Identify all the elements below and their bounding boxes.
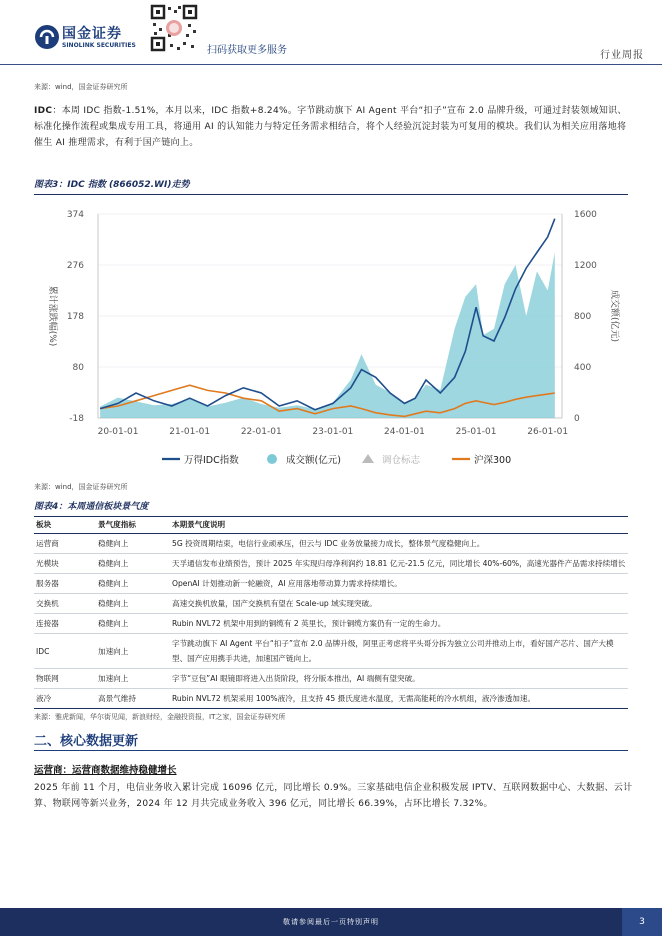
table-row xyxy=(34,614,628,634)
y2-tick-label: 0 xyxy=(574,414,580,424)
y2-tick-label: 1200 xyxy=(574,261,597,271)
idc-paragraph xyxy=(34,103,634,151)
x-tick-label: 21-01-01 xyxy=(169,427,211,437)
page-header xyxy=(0,0,662,66)
table-row xyxy=(34,689,628,709)
table-row xyxy=(34,534,628,554)
sector-cell: 连接器 xyxy=(34,614,96,634)
desc-cell: Rubin NVL72 机架中用到的铜缆有 2 英里长，预计铜缆方案仍有一定的生命力。 xyxy=(170,614,628,634)
table-row xyxy=(34,669,628,689)
level-cell: 稳健向上 xyxy=(96,554,170,574)
y-tick-label: -18 xyxy=(69,414,84,424)
level-cell: 稳健向上 xyxy=(96,594,170,614)
level-cell: 加速向上 xyxy=(96,634,170,669)
operator-paragraph: 2025 年前 11 个月，电信业务收入累计完成 16096 亿元，同比增长 0.9%。三家基础电信企业积极发展 IPTV、互联网数据中心、大数据、云计算、物联网等新兴业务，2024 年 12 月共完成业务收入 396 亿元，同比增长 66.39%，占环比增长 7.32%。 xyxy=(34,783,633,809)
x-tick-label: 20-01-01 xyxy=(97,427,139,437)
company-logo[interactable] xyxy=(34,22,134,56)
sector-sentiment-table xyxy=(34,516,628,709)
table-row xyxy=(34,634,628,669)
sector-cell: 光模块 xyxy=(34,554,96,574)
x-tick-label: 24-01-01 xyxy=(384,427,425,437)
desc-cell: OpenAI 计划推动新一轮融资，AI 应用落地带动算力需求持续增长。 xyxy=(170,574,628,594)
sector-cell: 液冷 xyxy=(34,689,96,709)
sector-cell: 服务器 xyxy=(34,574,96,594)
y2-tick-label: 800 xyxy=(574,312,592,322)
y-axis-label: 累计涨跌幅(%) xyxy=(47,285,57,347)
desc-cell: 字节跳动旗下 AI Agent 平台“扣子”宣布 2.0 品牌升级，阿里正考虑将平头哥分拆为独立公司并推动上市，看好国产芯片、国产大模型、国产应用携手共进，加速国产链向上。 xyxy=(170,634,628,669)
table-row xyxy=(34,554,628,574)
footer-disclaimer[interactable]: 敬请参阅最后一页特别声明 xyxy=(283,918,379,926)
level-cell: 稳健向上 xyxy=(98,539,129,548)
y2-tick-label: 1600 xyxy=(574,210,597,220)
legend-rebalance-swatch xyxy=(362,454,374,463)
sector-cell: 交换机 xyxy=(34,594,96,614)
page-footer xyxy=(0,908,662,936)
y2-axis-label: 成交额(亿元) xyxy=(609,289,619,343)
level-cell: 稳健向上 xyxy=(96,614,170,634)
turnover-area xyxy=(100,252,555,418)
page-number: 3 xyxy=(622,908,662,936)
operator-subtitle: 运营商：运营商数据维持稳健增长 xyxy=(34,765,177,776)
figure3-title: 图表3：IDC 指数 (866052.WI)走势 xyxy=(34,177,628,195)
legend-turnover-label: 成交额(亿元) xyxy=(286,455,341,466)
report-type-label: 行业周报 xyxy=(600,50,644,61)
level-cell: 高景气维持 xyxy=(96,689,170,709)
desc-cell: 高速交换机放量，国产交换机有望在 Scale-up 域实现突破。 xyxy=(170,594,628,614)
qr-caption: 扫码获取更多服务 xyxy=(207,45,287,56)
figure4-title: 图表4：本周通信板块景气度 xyxy=(34,499,628,517)
legend-idc-label: 万得IDC指数 xyxy=(184,455,239,466)
x-tick-label: 23-01-01 xyxy=(312,427,354,437)
desc-cell: 字节“豆包”AI 眼镜即将进入出货阶段，将分版本推出，AI 端侧有望突破。 xyxy=(170,669,628,689)
idc-paragraph-text: ：本周 IDC 指数-1.51%，本月以来，IDC 指数+8.24%。字节跳动旗下 AI Agent 平台“扣子”宣布 2.0 品牌升级，可通过封装领域知识、标准化操作流程或集成专用工具，将通用 AI 的认知能力与特定任务需求相结合，将个人经验沉淀封装为可复用的模块。我们认为相关应用落地将催生 AI 推理需求，有利于国产链向上。 xyxy=(34,106,627,148)
logo-chinese-name: 国金证券 xyxy=(62,26,122,42)
table-header-level: 景气度指标 xyxy=(96,516,170,534)
source-note-table: 来源：雅虎新闻，华尔街见闻，新浪财经，金融投资报，IT之家，国金证券研究所 xyxy=(34,713,286,721)
desc-cell: 5G 投资周期结束，电信行业顽承压，但云与 IDC 业务放量接力成长，整体景气度稳健向上。 xyxy=(172,539,485,548)
table-header-desc: 本期景气度说明 xyxy=(170,516,628,534)
idc-index-chart xyxy=(34,200,628,476)
logo-english-name: SINOLINK SECURITIES xyxy=(62,42,136,49)
x-tick-label: 25-01-01 xyxy=(455,427,497,437)
level-cell: 稳健向上 xyxy=(96,574,170,594)
x-tick-label: 22-01-01 xyxy=(240,427,282,437)
source-note-top: 来源：wind，国金证券研究所 xyxy=(34,83,128,91)
table-header-row xyxy=(34,516,628,534)
legend-turnover-swatch xyxy=(267,454,277,464)
source-note-mid: 来源：wind，国金证券研究所 xyxy=(34,483,128,491)
y-tick-label: 178 xyxy=(66,312,84,322)
sinolink-logo-icon xyxy=(34,24,60,50)
desc-cell: 天孚通信发布业绩预告，预计 2025 年实现归母净利润约 18.81 亿元-21.5 亿元，同比增长 40%-60%，高速光器件产品需求持续增长 xyxy=(170,554,628,574)
y-tick-label: 276 xyxy=(66,261,84,271)
table-row xyxy=(34,594,628,614)
legend-hs300-label: 沪深300 xyxy=(474,455,512,466)
y-tick-label: 374 xyxy=(66,210,84,220)
y2-tick-label: 400 xyxy=(574,363,592,373)
chart-canvas xyxy=(34,200,628,476)
table-row xyxy=(34,574,628,594)
header-divider xyxy=(0,64,662,65)
section-title: 二、核心数据更新 xyxy=(34,734,139,749)
sector-cell: IDC xyxy=(34,634,96,669)
qr-code-icon[interactable] xyxy=(150,4,198,52)
sector-cell: 运营商 xyxy=(36,539,59,548)
legend-rebalance-label: 调仓标志 xyxy=(382,455,421,466)
level-cell: 加速向上 xyxy=(96,669,170,689)
y-tick-label: 80 xyxy=(72,363,84,373)
sector-cell: 物联网 xyxy=(34,669,96,689)
desc-cell: Rubin NVL72 机架采用 100%液冷，且支持 45 摄氏度进水温度，无需高能耗的冷水机组，液冷渗透加速。 xyxy=(170,689,628,709)
table-header-sector: 板块 xyxy=(34,516,96,534)
section-divider xyxy=(34,750,628,751)
idc-paragraph-lead: IDC xyxy=(34,106,53,116)
x-tick-label: 26-01-01 xyxy=(527,427,569,437)
